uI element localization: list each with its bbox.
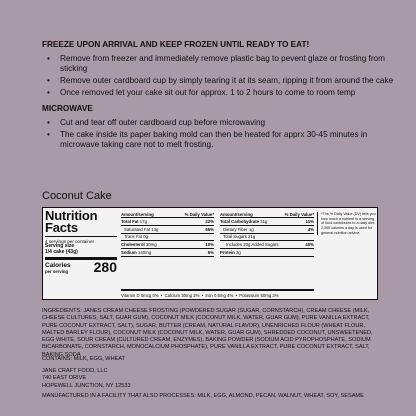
nutrient-row: Saturated Fat 13g 65% xyxy=(121,226,214,234)
ingredients-text: INGREDIENTS: JANES CREAM CHEESE FROSTING (POWDERED SUGAR (SUGAR, CORNSTARCH), CREAM CHEESE (MILK, CHEESE CULTURES, SALT, GUAR GUM), COCONUT MILK (COCONUT MILK, WATER, GUAR GUM), PURE VANILLA EXTRACT, PURE COCONUT EXTRACT, SALT), SUGAR, BUTTER (CREAM, NATURAL FLAVOR), UNENRICHED FLOUR (WHEAT FLOUR, MALTED BARLEY FLOUR), COCONUT MILK (COCONUT MILK, WATER, GUAR GUM), SHREDDED COCONUT, UNSWEETENED, EGG WHITE, SOUR CREAM (CULTURED CREAM, ENZYMES), BAKING POWDER (SODIUM ACID PYROPHOSPHATE, SODIUM BICARBONATE, CORNSTARCH, MONOCALCIUM PHOSPHATE), PURE VANILLA EXTRACT, PURE COCONUT EXTRACT, SALT, BAKING SODA xyxy=(42,308,373,358)
nutrient-row: Includes 20g Added Sugars 40% xyxy=(220,241,314,249)
serving-size: Serving size 1/4 cake (43g) xyxy=(45,243,78,255)
nutrition-facts-panel xyxy=(42,207,378,300)
nutrition-header xyxy=(45,210,117,274)
allergen-statement: CONTAINS: MILK, EGG, WHEAT xyxy=(42,356,126,362)
nutrient-column-right xyxy=(220,212,314,257)
list-item: • The cake inside its paper baking mold can then be heated for apprx 30-45 minutes in microwave taking care not to melt frosting. xyxy=(47,129,368,150)
column-header: Amount/serving % Daily Value* xyxy=(121,212,214,217)
nutrient-row: Total Carbohydrate 31g 11% xyxy=(220,218,314,224)
calories-row xyxy=(45,261,117,274)
bullet-icon: • xyxy=(47,87,50,97)
daily-value-footnote: *The % Daily Value (DV) tells you how much a nutrient in a serving of food contributes to a daily diet. 2,000 calories a day is used for general nutrition advice. xyxy=(317,212,377,235)
nutrient-row: Total Fat 17g 22% xyxy=(121,218,214,224)
vitamins-row: Vitamin D 0mcg 0% • Calcium 30mg 2% • Iron 0.6mg 4% • Potassium 50mg 2% xyxy=(121,289,314,298)
bullet-icon: • xyxy=(47,129,50,139)
list-item: • Remove outer cardboard cup by simply tearing it at its seam, ripping it from around the cake xyxy=(47,75,394,85)
divider xyxy=(45,236,117,237)
servings-per-container: 4 servings per container xyxy=(45,239,95,244)
instructions-section xyxy=(42,40,408,152)
nutrient-row: Total Sugars 21g xyxy=(220,234,314,242)
nutrient-row: Cholesterol 30mg 10% xyxy=(121,242,214,248)
bullet-icon: • xyxy=(47,75,50,85)
freeze-heading: FREEZE UPON ARRIVAL AND KEEP FROZEN UNTIL READY TO EAT! xyxy=(42,40,310,49)
nutrient-row: Sodium 140mg 6% xyxy=(121,250,214,256)
list-item: • Cut and tear off outer cardboard cup before microwaving xyxy=(47,117,266,127)
nutrition-title: Nutrition Facts xyxy=(45,208,98,235)
manufacturer-address: JANE CRAFT FOOD, LLC 740 EAST DRIVE HOPEWELL JUNCTION, NY 12533 xyxy=(42,368,131,389)
bullet-icon: • xyxy=(47,53,50,63)
freeze-list xyxy=(42,54,408,99)
product-name: Coconut Cake xyxy=(42,190,112,202)
bullet-icon: • xyxy=(47,117,50,127)
calories-sub: per serving xyxy=(45,269,69,274)
nutrient-row: Protein 3g xyxy=(220,249,314,257)
column-header: Amount/serving % Daily Value* xyxy=(220,212,314,217)
microwave-list xyxy=(42,118,408,151)
microwave-heading: MICROWAVE xyxy=(42,104,93,114)
list-item: • Remove from freezer and immediately remove plastic bag to pevent glaze or frosting from sticking xyxy=(47,53,385,74)
nutrient-column-left xyxy=(121,212,214,257)
list-item: • Once removed let your cake sit out for approx. 1 to 2 hours to come to room temp xyxy=(47,87,356,97)
calories-label: Calories xyxy=(45,262,71,269)
nutrient-row: Trans Fat 0g xyxy=(121,234,214,242)
facility-statement: MANUFACTURED IN A FACILITY THAT ALSO PROCESSES: MILK, EGG, ALMOND, PECAN, WALNUT, WHEAT, SOY, SESAME xyxy=(42,393,364,399)
calories-value: 280 xyxy=(93,259,117,275)
nutrient-row: Dietary Fiber 1g 4% xyxy=(220,226,314,234)
